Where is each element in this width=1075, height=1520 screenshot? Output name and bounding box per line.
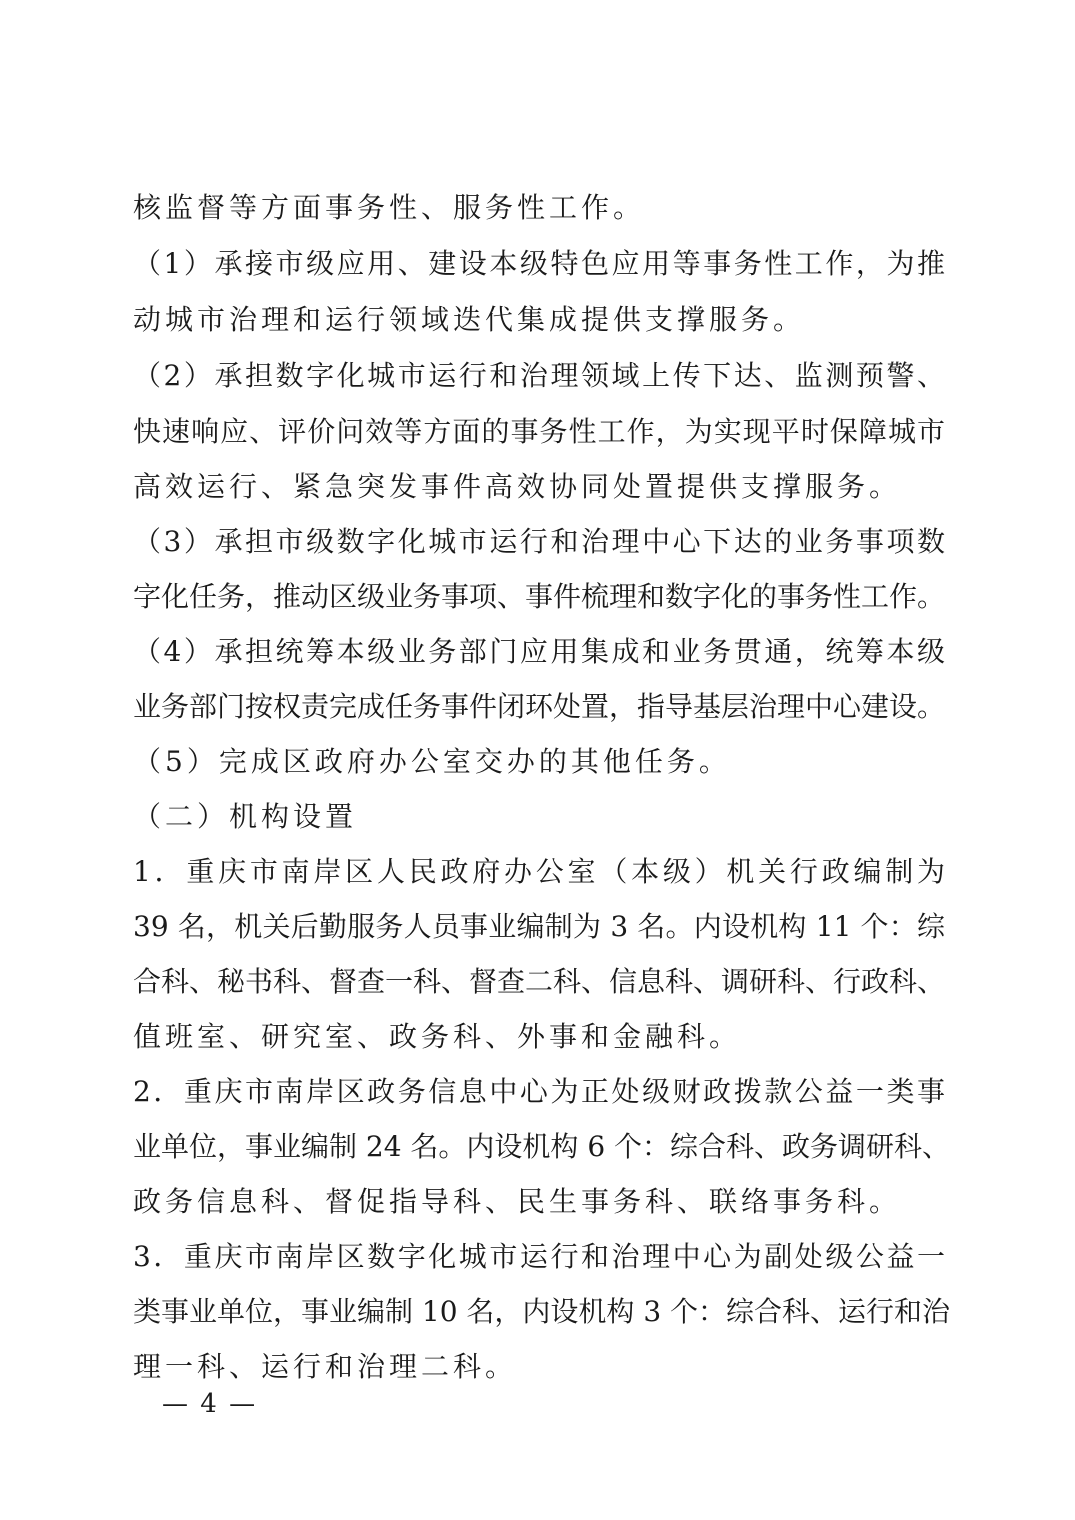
section-heading: （二）机构设置 xyxy=(133,800,358,833)
body-text-line: 核监督等方面事务性、服务性工作。 xyxy=(133,191,646,224)
page-number: — 4 — xyxy=(162,1389,258,1419)
body-text-line: 1．重庆市南岸区人民政府办公室（本级）机关行政编制为 xyxy=(133,855,945,888)
body-text-line: 业单位，事业编制 24 名。内设机构 6 个：综合科、政务调研科、 xyxy=(133,1130,951,1163)
body-text-line: 理一科、运行和治理二科。 xyxy=(133,1350,518,1383)
body-text-line: 合科、秘书科、督查一科、督查二科、信息科、调研科、行政科、 xyxy=(133,965,946,998)
body-text-line: 值班室、研究室、政务科、外事和金融科。 xyxy=(133,1020,742,1053)
body-text-line: （1）承接市级应用、建设本级特色应用等事务性工作，为推 xyxy=(133,247,945,280)
body-text-line: 政务信息科、督促指导科、民生事务科、联络事务科。 xyxy=(133,1185,902,1218)
body-text-line: 39 名，机关后勤服务人员事业编制为 3 名。内设机构 11 个：综 xyxy=(133,910,945,943)
body-text-line: 快速响应、评价问效等方面的事务性工作，为实现平时保障城市 xyxy=(133,415,945,448)
body-text-line: （3）承担市级数字化城市运行和治理中心下达的业务事项数 xyxy=(133,525,945,558)
body-text-line: （4）承担统筹本级业务部门应用集成和业务贯通，统筹本级 xyxy=(133,635,945,668)
body-text-line: 业务部门按权责完成任务事件闭环处置，指导基层治理中心建设。 xyxy=(133,690,946,723)
body-text-line: （5）完成区政府办公室交办的其他任务。 xyxy=(133,745,731,778)
body-text-line: （2）承担数字化城市运行和治理领域上传下达、监测预警、 xyxy=(133,359,945,392)
body-text-line: 2．重庆市南岸区政务信息中心为正处级财政拨款公益一类事 xyxy=(133,1075,945,1108)
body-text-line: 动城市治理和运行领域迭代集成提供支撑服务。 xyxy=(133,303,806,336)
body-text-line: 3．重庆市南岸区数字化城市运行和治理中心为副处级公益一 xyxy=(133,1240,945,1273)
body-text-line: 高效运行、紧急突发事件高效协同处置提供支撑服务。 xyxy=(133,470,902,503)
body-text-line: 字化任务，推动区级业务事项、事件梳理和数字化的事务性工作。 xyxy=(133,580,946,613)
body-text-line: 类事业单位，事业编制 10 名，内设机构 3 个：综合科、运行和治 xyxy=(133,1295,951,1328)
